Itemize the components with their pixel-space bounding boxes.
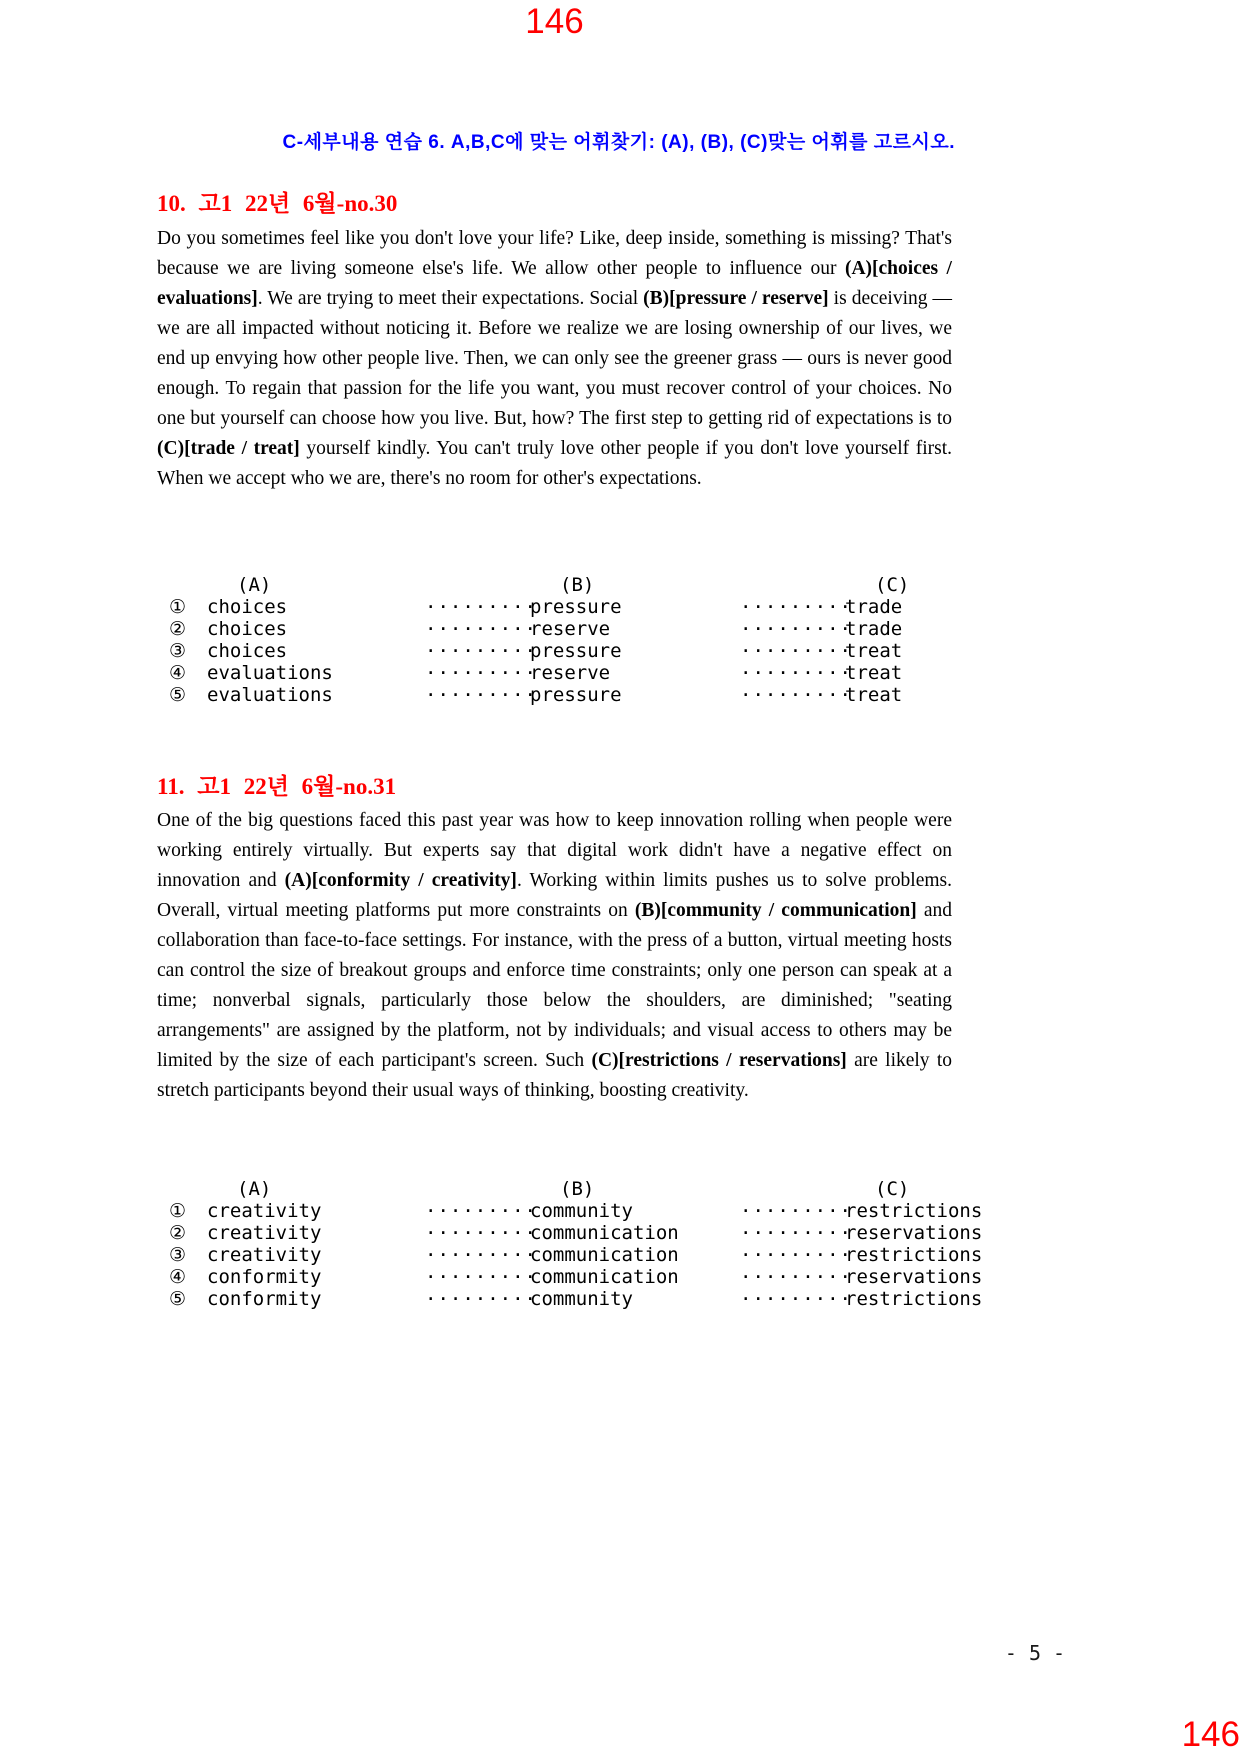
option-row-5 (157, 1288, 983, 1310)
question-11-options-table (157, 1178, 983, 1310)
option-number: ⑤ (169, 684, 187, 706)
column-header-a: (A) (237, 1178, 272, 1200)
dots-separator: ········· (425, 1222, 537, 1244)
option-row-4 (157, 1266, 983, 1288)
option-number: ③ (169, 640, 187, 662)
option-number: ① (169, 596, 187, 618)
option-row-2 (157, 1222, 983, 1244)
option-row-3 (157, 640, 952, 662)
option-word-b: pressure (530, 640, 622, 662)
option-word-c: treat (845, 662, 903, 684)
option-row-1 (157, 596, 952, 618)
dots-separator: ········· (740, 1200, 852, 1222)
option-word-c: restrictions (845, 1244, 983, 1266)
column-header-c: (C) (875, 1178, 910, 1200)
option-number: ② (169, 618, 187, 640)
dots-separator: ········· (425, 684, 537, 706)
dots-separator: ········· (425, 596, 537, 618)
dots-separator: ········· (740, 1288, 852, 1310)
dots-separator: ········· (740, 640, 852, 662)
bottom-right-page-number: 146 (1181, 1715, 1240, 1754)
spacer (425, 1178, 530, 1200)
dots-separator: ········· (425, 1200, 537, 1222)
option-row-1 (157, 1200, 983, 1222)
column-header-a: (A) (237, 574, 272, 596)
dots-separator: ········· (740, 662, 852, 684)
dots-separator: ········· (740, 1222, 852, 1244)
option-word-b: pressure (530, 684, 622, 706)
dots-separator: ········· (740, 1244, 852, 1266)
top-page-number: 146 (525, 2, 584, 41)
option-row-4 (157, 662, 952, 684)
dots-separator: ········· (425, 618, 537, 640)
options-header-row (157, 574, 952, 596)
option-word-b: reserve (530, 618, 611, 640)
question-10-options-table (157, 574, 952, 706)
option-number: ① (169, 1200, 187, 1222)
option-number: ③ (169, 1244, 187, 1266)
spacer (425, 574, 530, 596)
option-row-5 (157, 684, 952, 706)
question-10-title: 10. 고1 22년 6월-no.30 (157, 191, 398, 216)
option-word-c: treat (845, 640, 903, 662)
option-number: ④ (169, 662, 187, 684)
section-header: C-세부내용 연습 6. A,B,C에 맞는 어휘찾기: (A), (B), (C)맞는 어휘를 고르시오. (282, 132, 955, 153)
option-word-b: communication (530, 1222, 679, 1244)
option-word-c: treat (845, 684, 903, 706)
option-word-c: reservations (845, 1266, 983, 1288)
option-word-a: creativity (207, 1222, 322, 1244)
dots-separator: ········· (425, 1288, 537, 1310)
option-word-b: reserve (530, 662, 611, 684)
dots-separator: ········· (425, 662, 537, 684)
option-word-a: creativity (207, 1200, 322, 1222)
option-word-b: communication (530, 1244, 679, 1266)
dots-separator: ········· (740, 596, 852, 618)
question-10-passage: Do you sometimes feel like you don't love your life? Like, deep inside, something is missing? That's because we are living someone else's life. We allow other people to influence our (A)[choices / evaluations]. We are trying to meet their expectations. Social (B)[pressure / reserve] is deceiving — we are all impacted without noticing it. Before we realize we are losing ownership of our lives, we end up envying how other people live. Then, we can only see the greener grass — ours is never good enough. To regain that passion for the life you want, you must recover control of your choices. No one but yourself can choose how you live. But, how? The first step to getting rid of expectations is to (C)[trade / treat] yourself kindly. You can't truly love other people if you don't love yourself first. When we accept who we are, there's no room for other's expectations. (157, 228, 953, 489)
option-word-a: choices (207, 618, 288, 640)
spacer (740, 574, 845, 596)
dots-separator: ········· (740, 684, 852, 706)
option-word-a: conformity (207, 1288, 322, 1310)
question-11-title: 11. 고1 22년 6월-no.31 (157, 774, 397, 799)
spacer (157, 1178, 207, 1200)
option-row-2 (157, 618, 952, 640)
option-word-a: conformity (207, 1266, 322, 1288)
dots-separator: ········· (425, 1244, 537, 1266)
column-header-b: (B) (560, 574, 595, 596)
footer-page-number: - 5 - (1004, 1641, 1066, 1665)
question-11-passage: One of the big questions faced this past year was how to keep innovation rolling when people were working entirely virtually. But experts say that digital work didn't have a negative effect on innovation and (A)[conformity / creativity]. Working within limits pushes us to solve problems. Overall, virtual meeting platforms put more constraints on (B)[community / communication] and collaboration than face-to-face settings. For instance, with the press of a button, virtual meeting hosts can control the size of breakout groups and enforce time constraints; only one person can speak at a time; nonverbal signals, particularly those below the shoulders, are diminished; "seating arrangements" are assigned by the platform, not by individuals; and visual access to others may be limited by the size of each participant's screen. Such (C)[restrictions / reservations] are likely to stretch participants beyond their usual ways of thinking, boosting creativity. (157, 810, 953, 1101)
option-word-a: evaluations (207, 684, 333, 706)
option-word-a: creativity (207, 1244, 322, 1266)
dots-separator: ········· (425, 1266, 537, 1288)
option-word-b: pressure (530, 596, 622, 618)
option-word-c: trade (845, 618, 903, 640)
option-number: ② (169, 1222, 187, 1244)
option-number: ⑤ (169, 1288, 187, 1310)
dots-separator: ········· (740, 618, 852, 640)
dots-separator: ········· (425, 640, 537, 662)
option-word-b: community (530, 1200, 633, 1222)
option-word-c: reservations (845, 1222, 983, 1244)
option-word-a: choices (207, 640, 288, 662)
spacer (157, 574, 207, 596)
option-word-c: restrictions (845, 1288, 983, 1310)
option-word-c: trade (845, 596, 903, 618)
column-header-c: (C) (875, 574, 910, 596)
options-header-row (157, 1178, 952, 1200)
option-number: ④ (169, 1266, 187, 1288)
option-word-a: choices (207, 596, 288, 618)
option-row-3 (157, 1244, 983, 1266)
option-word-b: communication (530, 1266, 679, 1288)
column-header-b: (B) (560, 1178, 595, 1200)
option-word-a: evaluations (207, 662, 333, 684)
option-word-c: restrictions (845, 1200, 983, 1222)
spacer (740, 1178, 845, 1200)
option-word-b: community (530, 1288, 633, 1310)
dots-separator: ········· (740, 1266, 852, 1288)
